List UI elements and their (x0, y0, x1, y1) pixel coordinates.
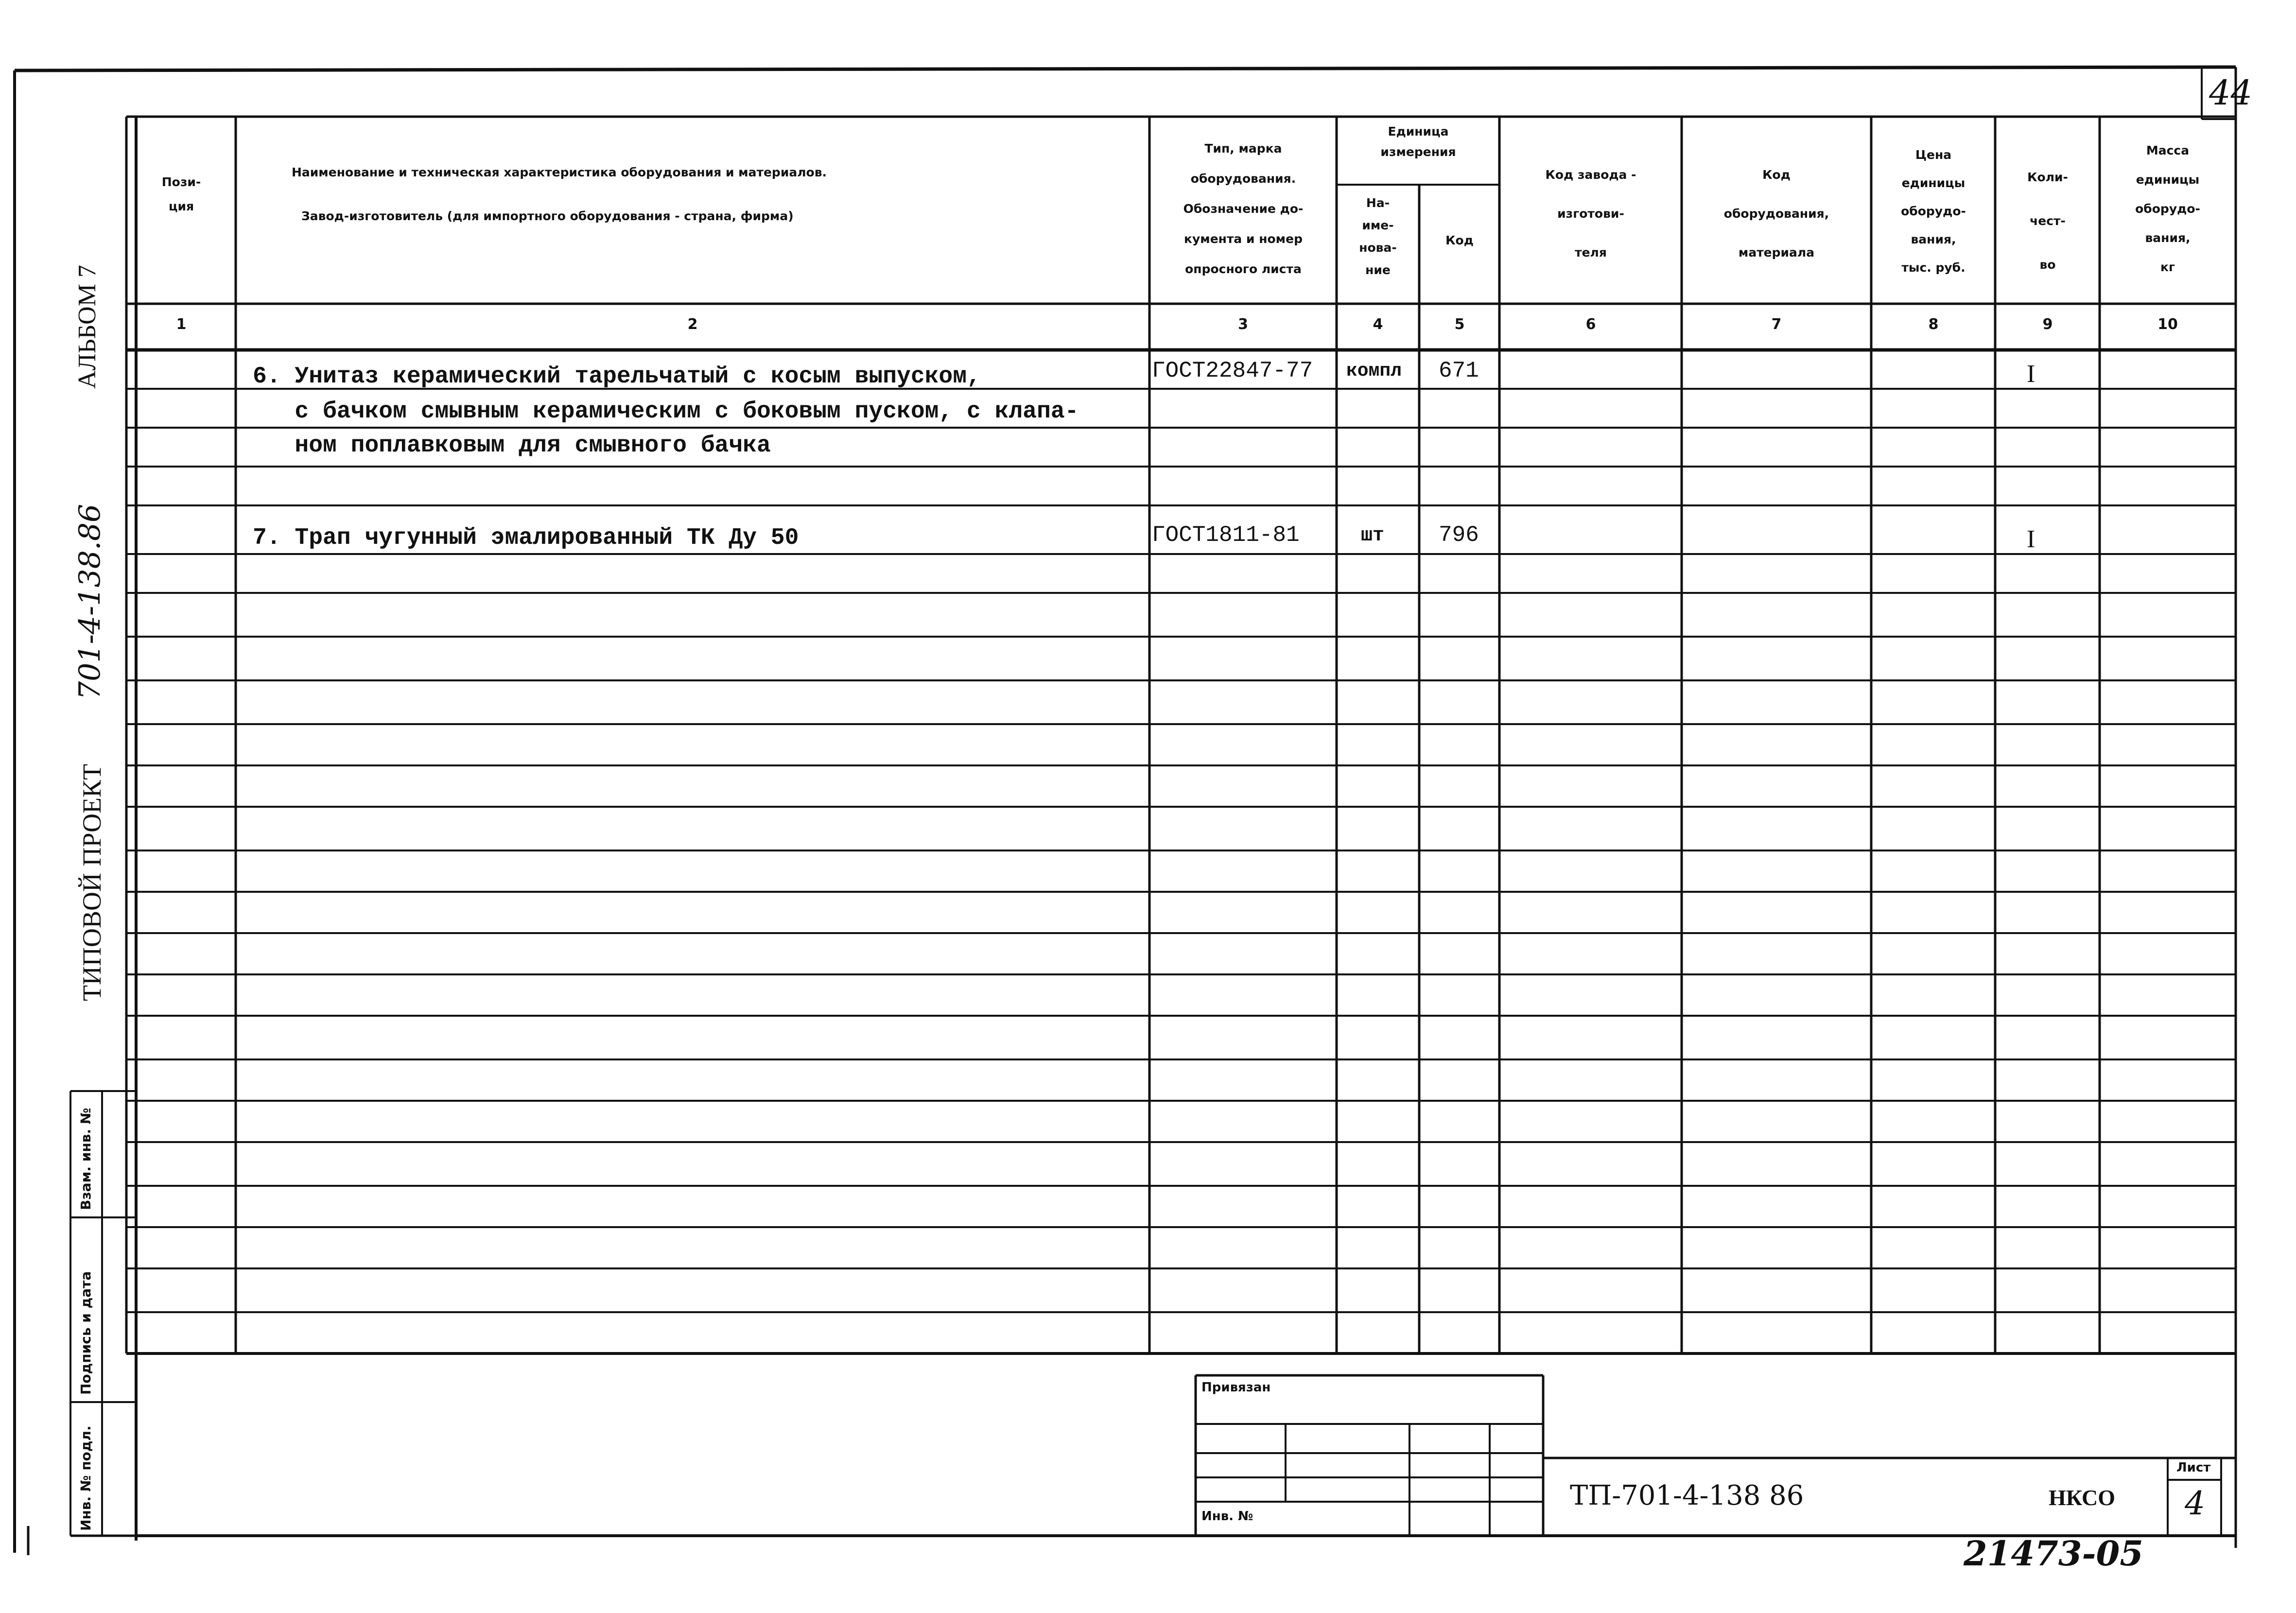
row-6-name-line2: с бачком смывным керамическим с боковым пуском, с клапа- (253, 399, 1079, 425)
header-unit-code: Код (1445, 233, 1474, 247)
header-price (1872, 141, 1995, 282)
header-type-line: оборудования. (1190, 172, 1296, 186)
column-number: 3 (1238, 316, 1248, 333)
header-type (1151, 134, 1336, 284)
privyazan-label: Привязан (1201, 1380, 1271, 1395)
stamp-signature-date: Подпись и дата (78, 1271, 94, 1395)
header-mass-line: единицы (2136, 173, 2200, 187)
header-quantity (1996, 156, 2099, 287)
header-position-line: Пози- (161, 175, 201, 189)
header-unit-name-line: ние (1365, 263, 1391, 277)
column-number: 6 (1585, 316, 1596, 333)
side-album: АЛЬБОМ 7 (73, 265, 101, 389)
row-6-quantity: I (2027, 360, 2035, 388)
header-equipment-code-line: материала (1738, 245, 1815, 260)
column-number: 10 (2157, 316, 2178, 333)
row-6-name-line1: 6. Унитаз керамический тарельчатый с косым выпуском, (253, 364, 981, 390)
header-quantity-line: во (2039, 258, 2056, 272)
header-price-line: Цена (1915, 148, 1952, 162)
inv-number-label: Инв. № (1201, 1509, 1253, 1524)
header-name-line1: Наименование и техническая характеристика оборудования и материалов. (292, 165, 827, 179)
row-7-type: ГОСТ1811-81 (1152, 522, 1300, 548)
header-type-line: опросного листа (1185, 262, 1302, 276)
header-name-line2: Завод-изготовитель (для импортного оборудования - страна, фирма) (301, 209, 794, 223)
column-number: 4 (1373, 316, 1383, 333)
header-price-line: вания, (1911, 232, 1956, 246)
header-unit-line: измерения (1380, 145, 1456, 159)
side-project-code: 701-4-138.86 (73, 503, 107, 700)
header-unit-line: Единица (1388, 124, 1449, 139)
stamp-replacement-inv: Взам. инв. № (78, 1108, 94, 1210)
header-equipment-code-line: Код (1762, 168, 1791, 182)
header-price-line: оборудо- (1901, 204, 1966, 218)
header-mass (2101, 136, 2235, 282)
row-7-unit-code: 796 (1439, 522, 1479, 548)
header-position (127, 170, 235, 219)
header-type-line: Тип, марка (1204, 141, 1282, 156)
column-number: 2 (687, 316, 698, 333)
column-number: 9 (2042, 316, 2053, 333)
row-6-unit-code: 671 (1439, 358, 1479, 383)
header-mass-line: вания, (2145, 231, 2191, 245)
header-unit-name-line: нова- (1359, 241, 1397, 255)
header-unit-name-line: име- (1362, 218, 1394, 232)
column-number: 5 (1454, 316, 1465, 333)
row-7-unit-name: шт (1361, 525, 1385, 547)
sheet-number: 4 (2185, 1485, 2205, 1522)
header-plant-code-line: изготови- (1557, 207, 1624, 221)
header-plant-code-line: Код завода - (1545, 168, 1636, 182)
header-equipment-code-line: оборудования, (1723, 207, 1829, 221)
row-6-type: ГОСТ22847-77 (1152, 358, 1313, 383)
row-6-unit-name: компл (1346, 361, 1402, 382)
column-number: 1 (176, 316, 187, 333)
header-position-line: ция (168, 199, 194, 213)
header-unit-name-line: На- (1366, 196, 1390, 210)
header-equipment-code (1683, 156, 1870, 272)
column-number: 8 (1928, 316, 1939, 333)
header-mass-line: Масса (2146, 143, 2190, 157)
header-mass-line: оборудо- (2135, 202, 2200, 216)
side-project-type: ТИПОВОЙ ПРОЕКТ (77, 763, 106, 1001)
top-page-number: 44 (2209, 73, 2253, 113)
row-7-name: 7. Трап чугунный эмалированный ТК Ду 50 (253, 525, 799, 551)
header-name (292, 160, 1137, 228)
row-6-name-line3: ном поплавковым для смывного бачка (253, 433, 771, 459)
header-unit-name (1338, 192, 1418, 281)
header-plant-code-line: теля (1575, 245, 1607, 260)
row-7-quantity: I (2027, 525, 2035, 553)
archive-number: 21473-05 (1964, 1533, 2143, 1574)
header-price-line: единицы (1901, 176, 1966, 190)
stamp-original-inv: Инв. № подл. (78, 1425, 94, 1531)
header-mass-line: кг (2160, 260, 2175, 274)
section-code: НКСО (2049, 1485, 2115, 1510)
header-type-line: кумента и номер (1184, 232, 1303, 246)
sheet-label: Лист (2176, 1460, 2211, 1475)
header-plant-code (1501, 156, 1681, 272)
column-number: 7 (1771, 316, 1782, 333)
document-code: ТП-701-4-138 86 (1570, 1480, 1804, 1511)
header-quantity-line: чест- (2030, 214, 2066, 228)
header-price-line: тыс. руб. (1901, 260, 1966, 275)
header-quantity-line: Коли- (2027, 170, 2068, 184)
header-type-line: Обозначение до- (1183, 202, 1304, 216)
header-unit-group (1338, 121, 1499, 162)
